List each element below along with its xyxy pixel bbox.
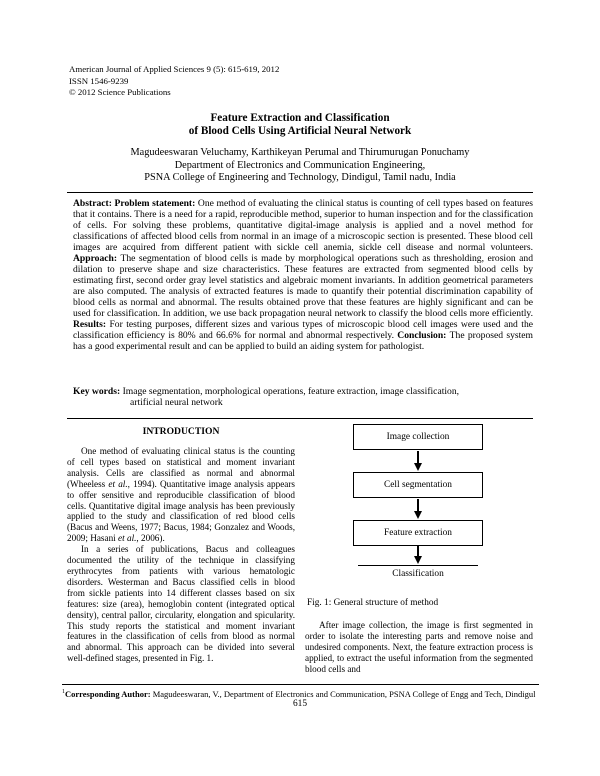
author-block xyxy=(67,147,533,185)
body-paragraph: After image collection, the image is first segmented in order to isolate the interesting parts and remove noise and undesired components. Next, the feature extraction process is applied, to extract the useful information from the segmented blood cells and xyxy=(305,620,533,674)
keywords-block xyxy=(73,386,533,409)
intro-paragraph-1: One method of evaluating clinical status is the counting of cell types based on statistical and moment invariant analysis. Cells are classified as normal and abnormal (Wheeless et al., 1994). Quantitative image analysis appears to offer sensitive and reproducible classification of blood cells. Quantitative digital image analysis has been previously applied to the study and classification of red blood cells (Bacus and Weens, 1977; Bacus, 1984; Gonzalez and Woods, 2009; Hasani et al., 2006). xyxy=(67,446,295,544)
keywords-text: Image segmentation, morphological operations, feature extraction, image classification, xyxy=(122,386,460,397)
intro-paragraph-2: In a series of publications, Bacus and colleagues documented the utility of the technique in classifying erythrocytes from patients with various hematologic disorders. Westerman and Bacus classified cells in blood from sickle patients into 14 different classes based on six features: size (area), hemoglobin content (integrated optical density), central pallor, circularity, elongation and spicularity. This study reports the statistical and moment invariant features in the classification of cells from blood as normal and abnormal. This approach can be divided into several well-defined stages, presented in Fig. 1. xyxy=(67,544,295,664)
issn-line: ISSN 1546-9239 xyxy=(69,75,129,86)
section-heading-introduction: INTRODUCTION xyxy=(142,426,220,437)
figure-flowchart xyxy=(305,420,533,586)
flowchart-classification-line xyxy=(358,565,478,566)
arrow-stem xyxy=(417,546,419,556)
page-number: 615 xyxy=(292,699,308,709)
authors-line: Magudeeswaran Veluchamy, Karthikeyan Perumal and Thirumurugan Ponuchamy xyxy=(130,147,470,158)
journal-line: American Journal of Applied Sciences 9 (5): 615-619, 2012 xyxy=(69,64,280,74)
flowchart-box-image-collection: Image collection xyxy=(353,424,483,450)
footnote xyxy=(62,687,540,699)
flowchart-box-cell-segmentation: Cell segmentation xyxy=(353,472,483,498)
affiliation-line-2: PSNA College of Engineering and Technology, Dindigul, Tamil nadu, India xyxy=(144,172,456,183)
down-arrow-icon xyxy=(353,546,483,564)
paper-title xyxy=(67,112,533,138)
arrow-stem xyxy=(417,499,419,511)
arrow-stem xyxy=(417,451,419,463)
footnote-marker: 1 xyxy=(62,689,65,695)
divider-footnote xyxy=(62,684,539,685)
arrow-head xyxy=(414,511,422,519)
paper-title-line2: of Blood Cells Using Artificial Neural Network xyxy=(188,125,412,138)
right-column xyxy=(305,420,533,682)
copyright-line: © 2012 Science Publications xyxy=(69,87,171,98)
affiliation-line-1: Department of Electronics and Communication Engineering, xyxy=(174,159,426,171)
footnote-label: Corresponding Author: xyxy=(65,688,151,699)
keywords-label: Key words: xyxy=(73,386,123,397)
journal-header xyxy=(69,64,279,99)
keywords-line-1 xyxy=(73,386,533,397)
figure-caption: Fig. 1: General structure of method xyxy=(307,598,439,608)
down-arrow-icon xyxy=(353,451,483,471)
divider-keywords xyxy=(67,418,533,419)
abstract-paragraph: Abstract: Problem statement: One method of evaluating the clinical status is counting of cell types based on features that it contains. There is a need for a rapid, reproducible method, superior to human inspection and for the classification of cells. For solving these problems, quantitative digital-image analysis is applied and a novel method for classifications of affected blood cells from normal in an image of a microscopic section is presented. These blood cell images are acquired from different patient with sickle cell anemia, sickle cell disease and normal volunteers. Approach: The segmentation of blood cells is made by morphological operations such as thresholding, erosion and dilation to preserve shape and size characteristics. These features are extracted from segmented blood cells by estimating first, second order gray level statistics and algebraic moment invariants. In addition geometrical parameters are also computed. The analysis of extracted features is made to quantify their potential discrimination capability of blood cells as normal and abnormal. The results obtained prove that these features are highly significant and can be used for classification. In addition, we use back propagation neural network to classify the blood cells more efficiently. Results: For testing purposes, different sizes and various types of microscopic blood cell images were used and the classification efficiency is 80% and 66.6% for normal and abnormal respectively. Conclusion: The proposed system has a good experimental result and can be applied to build an aiding system for pathologist. xyxy=(73,198,533,352)
flowchart-label-classification: Classification xyxy=(392,569,444,579)
left-column xyxy=(67,426,295,664)
paper-title-line1: Feature Extraction and Classification xyxy=(210,112,390,124)
arrow-head xyxy=(414,463,422,471)
footnote-text: Magudeeswaran, V., Department of Electronics and Communication, PSNA College of Engg and Tech, Dindigul xyxy=(150,688,536,699)
arrow-head xyxy=(414,556,422,564)
down-arrow-icon xyxy=(353,499,483,519)
divider-header xyxy=(67,192,533,193)
flowchart-box-feature-extraction: Feature extraction xyxy=(353,520,483,546)
keywords-line-2: artificial neural network xyxy=(130,397,223,409)
